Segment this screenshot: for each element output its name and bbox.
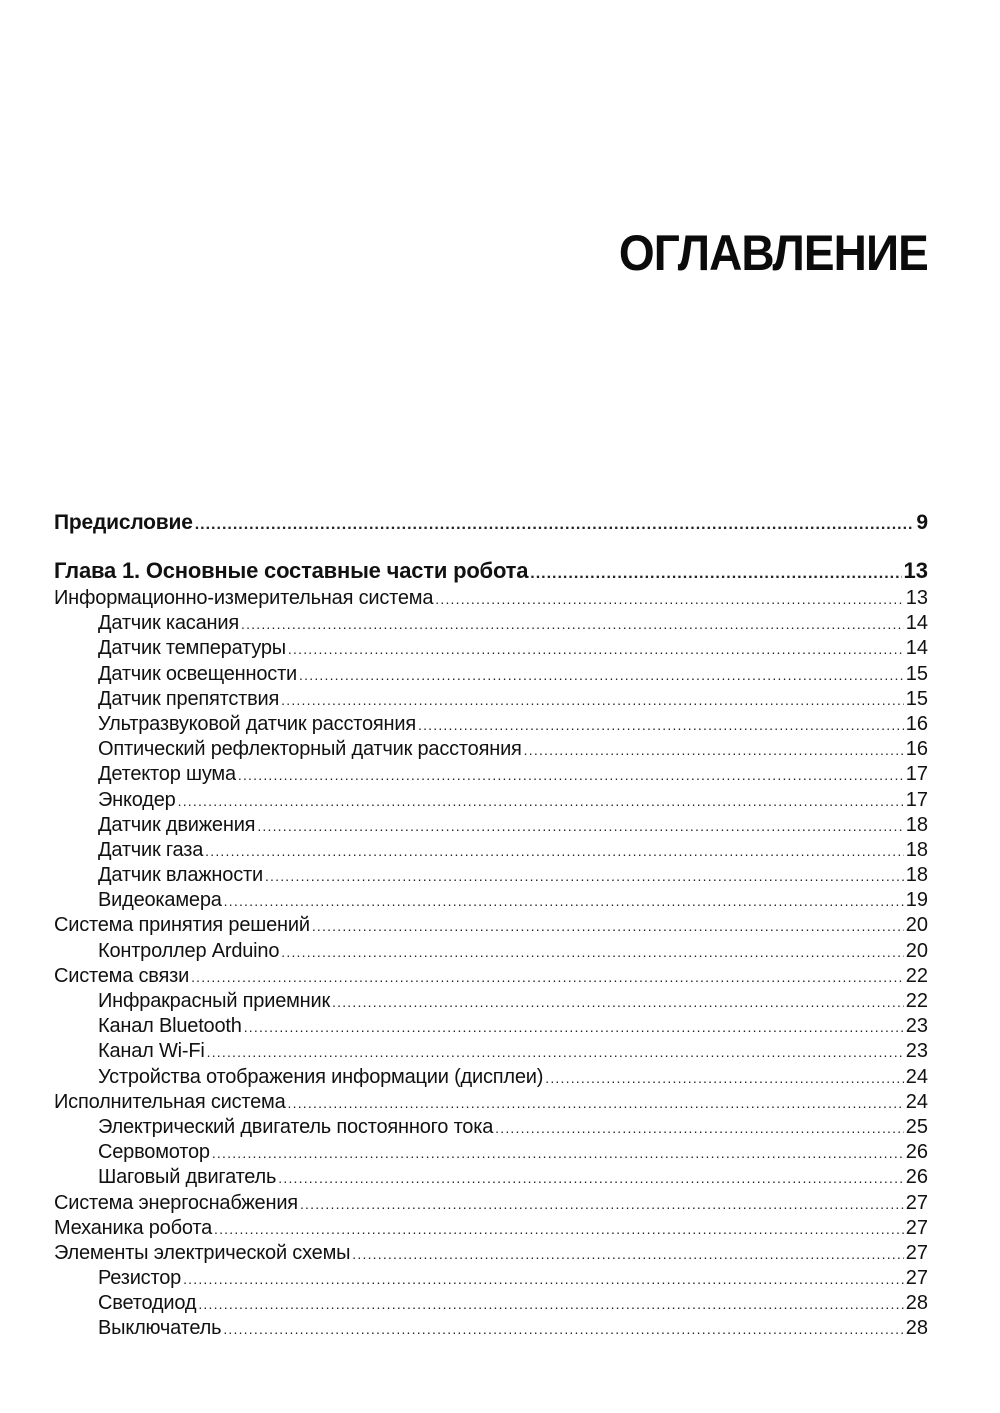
toc-page-number: 13 <box>905 587 928 609</box>
toc-page-number: 14 <box>905 612 928 635</box>
dot-leader <box>241 612 904 636</box>
toc-entry-subsection <box>54 863 928 888</box>
toc-entry-label: Предисловие <box>54 511 193 534</box>
toc-entry-preface <box>54 508 928 538</box>
toc-entry-label: Электрический двигатель постоянного тока <box>98 1115 494 1138</box>
dot-leader <box>178 789 904 813</box>
dot-leader <box>183 1267 904 1291</box>
toc-entry-label: Светодиод <box>98 1292 197 1315</box>
dot-leader <box>530 559 901 586</box>
dot-leader <box>224 889 904 913</box>
toc-entry-label: Датчик препятствия <box>98 687 280 710</box>
toc-entry-subsection <box>54 762 928 787</box>
dot-leader <box>495 1116 904 1140</box>
dot-leader <box>418 713 904 737</box>
toc-page-number: 20 <box>905 939 928 962</box>
toc-entry-subsection <box>54 1291 928 1316</box>
toc-entry-subsection <box>54 1266 928 1291</box>
toc-page-number: 27 <box>905 1241 928 1264</box>
toc-entry-label: Информационно-измерительная система <box>54 587 434 609</box>
toc-entry-label: Энкодер <box>98 788 176 811</box>
toc-entry-label: Датчик движения <box>98 813 256 836</box>
toc-entry-subsection <box>54 636 928 661</box>
toc-entry-label: Ультразвуковой датчик расстояния <box>98 712 416 735</box>
dot-leader <box>214 1217 904 1241</box>
toc-entry-label: Контроллер Arduino <box>98 939 280 962</box>
dot-leader <box>257 814 903 838</box>
toc-page-number: 26 <box>905 1141 928 1164</box>
toc-entry-label: Выключатель <box>98 1317 222 1340</box>
toc-entry-subsection <box>54 1014 928 1039</box>
toc-entry-subsection <box>54 1316 928 1341</box>
toc-entry-label: Датчик газа <box>98 838 204 861</box>
dot-leader <box>435 587 903 611</box>
toc-entry-label: Исполнительная система <box>54 1090 286 1113</box>
toc-page-number: 18 <box>905 864 928 887</box>
toc-entry-subsection <box>54 1165 928 1190</box>
toc-entry-label: Датчик влажности <box>98 864 263 887</box>
toc-entry-label: Элементы электрической схемы <box>54 1241 351 1264</box>
toc-entry-subsection <box>54 989 928 1014</box>
toc-page-number: 27 <box>905 1216 928 1239</box>
toc-page-number: 23 <box>905 1040 928 1063</box>
toc-entry-subsection <box>54 1065 928 1090</box>
dot-leader <box>300 1192 904 1216</box>
toc-entry-label: Инфракрасный приемник <box>98 990 331 1012</box>
toc-entry-label: Шаговый двигатель <box>98 1166 277 1189</box>
dot-leader <box>545 1066 904 1090</box>
toc-entry-subsection <box>54 687 928 712</box>
toc-page-number: 9 <box>916 511 928 534</box>
toc-entry-label: Система энергоснабжения <box>54 1191 298 1214</box>
toc-page-number: 27 <box>905 1267 928 1290</box>
toc-entry-section <box>54 1191 928 1216</box>
table-of-contents <box>54 508 928 1342</box>
dot-leader <box>265 864 904 888</box>
toc-page-number: 16 <box>905 738 928 761</box>
toc-entry-label: Датчик касания <box>98 612 239 635</box>
toc-entry-subsection <box>54 813 928 838</box>
toc-entry-label: Оптический рефлекторный датчик расстояния <box>98 738 522 761</box>
toc-entry-subsection <box>54 1140 928 1165</box>
dot-leader <box>205 839 904 863</box>
toc-entry-section <box>54 1241 928 1266</box>
dot-leader <box>281 688 904 712</box>
dot-leader <box>207 1040 904 1064</box>
toc-page-number: 25 <box>905 1115 928 1138</box>
dot-leader <box>524 738 904 762</box>
toc-page-number: 27 <box>905 1191 928 1214</box>
section-gap <box>54 538 928 556</box>
dot-leader <box>281 940 903 964</box>
toc-page-number: 15 <box>905 662 928 685</box>
toc-entry-section <box>54 913 928 938</box>
page-title: ОГЛАВЛЕНИЕ <box>618 225 928 281</box>
dot-leader <box>312 914 904 938</box>
dot-leader <box>278 1166 903 1190</box>
toc-page-number: 14 <box>905 637 928 660</box>
dot-leader <box>352 1242 903 1266</box>
toc-entry-section <box>54 586 928 611</box>
toc-entry-label: Устройства отображения информации (дисплеи) <box>98 1065 544 1088</box>
dot-leader <box>332 990 904 1014</box>
toc-entry-subsection <box>54 1115 928 1140</box>
toc-entry-label: Механика робота <box>54 1216 212 1239</box>
toc-entry-subsection <box>54 737 928 762</box>
toc-entry-subsection <box>54 712 928 737</box>
toc-entry-label: Канал Bluetooth <box>98 1015 242 1038</box>
toc-entry-label: Датчик освещенности <box>98 662 298 685</box>
dot-leader <box>212 1141 904 1165</box>
dot-leader <box>191 965 904 989</box>
toc-entry-label: Глава 1. Основные составные части робота <box>54 558 529 583</box>
toc-entry-label: Видеокамера <box>98 889 222 912</box>
toc-entry-label: Система связи <box>54 964 190 987</box>
toc-page-number: 20 <box>905 914 928 937</box>
toc-page-number: 17 <box>905 763 928 786</box>
dot-leader <box>223 1317 903 1341</box>
toc-page-number: 24 <box>905 1065 928 1088</box>
dot-leader <box>288 1091 904 1115</box>
toc-entry-label: Детектор шума <box>98 763 236 786</box>
toc-entry-label: Резистор <box>98 1267 182 1290</box>
toc-page-number: 15 <box>905 687 928 710</box>
toc-entry-label: Система принятия решений <box>54 914 310 937</box>
toc-page-number: 13 <box>903 558 928 583</box>
toc-page-number: 24 <box>905 1090 928 1113</box>
toc-page-number: 28 <box>905 1317 928 1340</box>
toc-page-number: 16 <box>905 712 928 735</box>
toc-page-number: 17 <box>905 788 928 811</box>
toc-entry-subsection <box>54 788 928 813</box>
dot-leader <box>288 637 904 661</box>
toc-entry-label: Сервомотор <box>98 1141 210 1164</box>
toc-entry-subsection <box>54 939 928 964</box>
toc-entry-subsection <box>54 1039 928 1064</box>
toc-entry-subsection <box>54 662 928 687</box>
toc-page-number: 18 <box>905 838 928 861</box>
dot-leader <box>244 1015 904 1039</box>
toc-page-number: 22 <box>905 990 928 1012</box>
toc-entry-section <box>54 1216 928 1241</box>
toc-page-number: 18 <box>905 813 928 836</box>
toc-entry-section <box>54 1090 928 1115</box>
dot-leader <box>195 510 915 538</box>
toc-entry-chapter-1 <box>54 556 928 586</box>
dot-leader <box>238 763 904 787</box>
dot-leader <box>299 663 904 687</box>
toc-entry-label: Канал Wi-Fi <box>98 1040 205 1063</box>
toc-entry-subsection <box>54 838 928 863</box>
toc-page-number: 22 <box>905 964 928 987</box>
toc-page-number: 19 <box>905 889 928 912</box>
dot-leader <box>198 1292 903 1316</box>
toc-entry-label: Датчик температуры <box>98 637 286 660</box>
toc-entry-subsection <box>54 888 928 913</box>
toc-page-number: 26 <box>905 1166 928 1189</box>
toc-entry-subsection <box>54 611 928 636</box>
toc-page-number: 28 <box>905 1292 928 1315</box>
toc-entry-section <box>54 964 928 989</box>
toc-page-number: 23 <box>905 1015 928 1038</box>
